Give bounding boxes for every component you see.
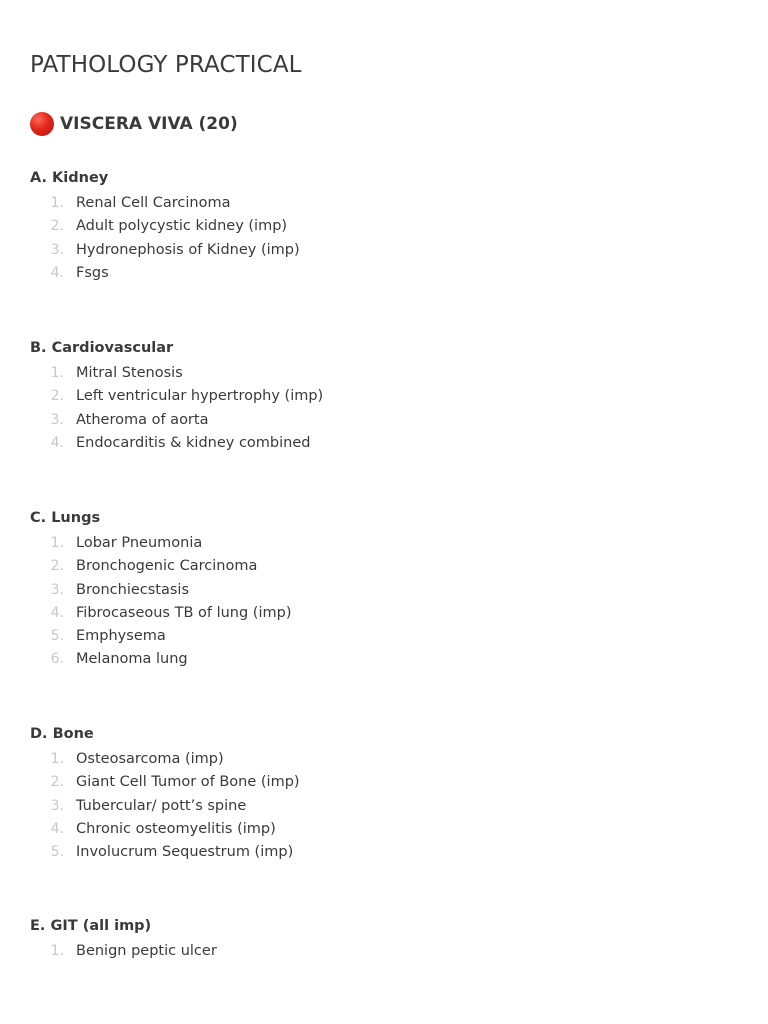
item-number: 1. <box>50 365 64 381</box>
item-number: 3. <box>50 411 64 428</box>
item-text: Giant Cell Tumor of Bone (imp) <box>76 774 300 791</box>
item-list <box>30 748 300 864</box>
item-text: Melanoma lung <box>76 651 188 668</box>
item-number: 4. <box>50 820 64 837</box>
item-list <box>30 532 291 672</box>
item-number: 3. <box>50 581 64 598</box>
list-item <box>30 940 217 963</box>
list-item <box>30 602 291 625</box>
item-number: 4. <box>50 604 64 621</box>
list-item <box>30 771 300 794</box>
item-text: Benign peptic ulcer <box>76 943 217 959</box>
item-number: 1. <box>50 195 64 211</box>
list-item <box>30 625 291 648</box>
list-item <box>30 841 300 864</box>
section-heading: D. Bone <box>30 726 94 742</box>
document-page <box>30 0 738 1024</box>
item-number: 5. <box>50 844 64 861</box>
list-item <box>30 362 323 385</box>
section-heading: A. Kidney <box>30 170 109 186</box>
item-text: Tubercular/ pott’s spine <box>76 797 247 814</box>
section-cardiovascular <box>30 338 323 455</box>
list-item <box>30 239 300 262</box>
item-number: 6. <box>50 651 64 668</box>
item-number: 2. <box>50 388 64 405</box>
item-list <box>30 940 217 963</box>
section-git <box>30 916 217 963</box>
item-text: Atheroma of aorta <box>76 411 209 428</box>
list-item <box>30 818 300 841</box>
list-item <box>30 795 300 818</box>
list-item <box>30 409 323 432</box>
item-text: Fibrocaseous TB of lung (imp) <box>76 604 292 621</box>
item-text: Osteosarcoma (imp) <box>76 751 224 767</box>
section-kidney <box>30 168 300 285</box>
list-item <box>30 192 300 215</box>
item-text: Bronchogenic Carcinoma <box>76 558 258 575</box>
section-group-label: VISCERA VIVA (20) <box>60 114 238 134</box>
section-group-heading <box>30 111 238 137</box>
item-number: 3. <box>50 797 64 814</box>
document-title: PATHOLOGY PRACTICAL <box>30 52 302 78</box>
list-item <box>30 579 291 602</box>
section-heading: C. Lungs <box>30 510 101 526</box>
item-number: 2. <box>50 218 64 235</box>
section-lungs <box>30 508 291 672</box>
item-text: Adult polycystic kidney (imp) <box>76 218 288 235</box>
list-item <box>30 532 291 555</box>
section-bone <box>30 724 300 864</box>
item-list <box>30 362 323 455</box>
list-item <box>30 262 300 285</box>
item-number: 2. <box>50 558 64 575</box>
item-text: Mitral Stenosis <box>76 365 183 381</box>
item-number: 1. <box>50 751 64 767</box>
item-text: Left ventricular hypertrophy (imp) <box>76 388 324 405</box>
list-item <box>30 385 323 408</box>
item-text: Involucrum Sequestrum (imp) <box>76 844 294 861</box>
item-number: 4. <box>50 434 64 451</box>
item-text: Emphysema <box>76 628 166 645</box>
item-text: Hydronephosis of Kidney (imp) <box>76 241 300 258</box>
item-number: 1. <box>50 535 64 551</box>
item-number: 3. <box>50 241 64 258</box>
list-item <box>30 748 300 771</box>
list-item <box>30 648 291 671</box>
section-heading: E. GIT (all imp) <box>30 918 152 934</box>
list-item <box>30 555 291 578</box>
item-text: Chronic osteomyelitis (imp) <box>76 820 276 837</box>
item-text: Renal Cell Carcinoma <box>76 195 231 211</box>
item-number: 4. <box>50 264 64 281</box>
list-item <box>30 432 323 455</box>
item-number: 1. <box>50 943 64 959</box>
item-number: 2. <box>50 774 64 791</box>
red-circle-icon <box>30 112 54 136</box>
item-text: Endocarditis & kidney combined <box>76 434 311 451</box>
item-text: Fsgs <box>76 264 109 281</box>
item-list <box>30 192 300 285</box>
section-heading: B. Cardiovascular <box>30 340 174 356</box>
item-number: 5. <box>50 628 64 645</box>
item-text: Lobar Pneumonia <box>76 535 203 551</box>
list-item <box>30 215 300 238</box>
item-text: Bronchiecstasis <box>76 581 189 598</box>
